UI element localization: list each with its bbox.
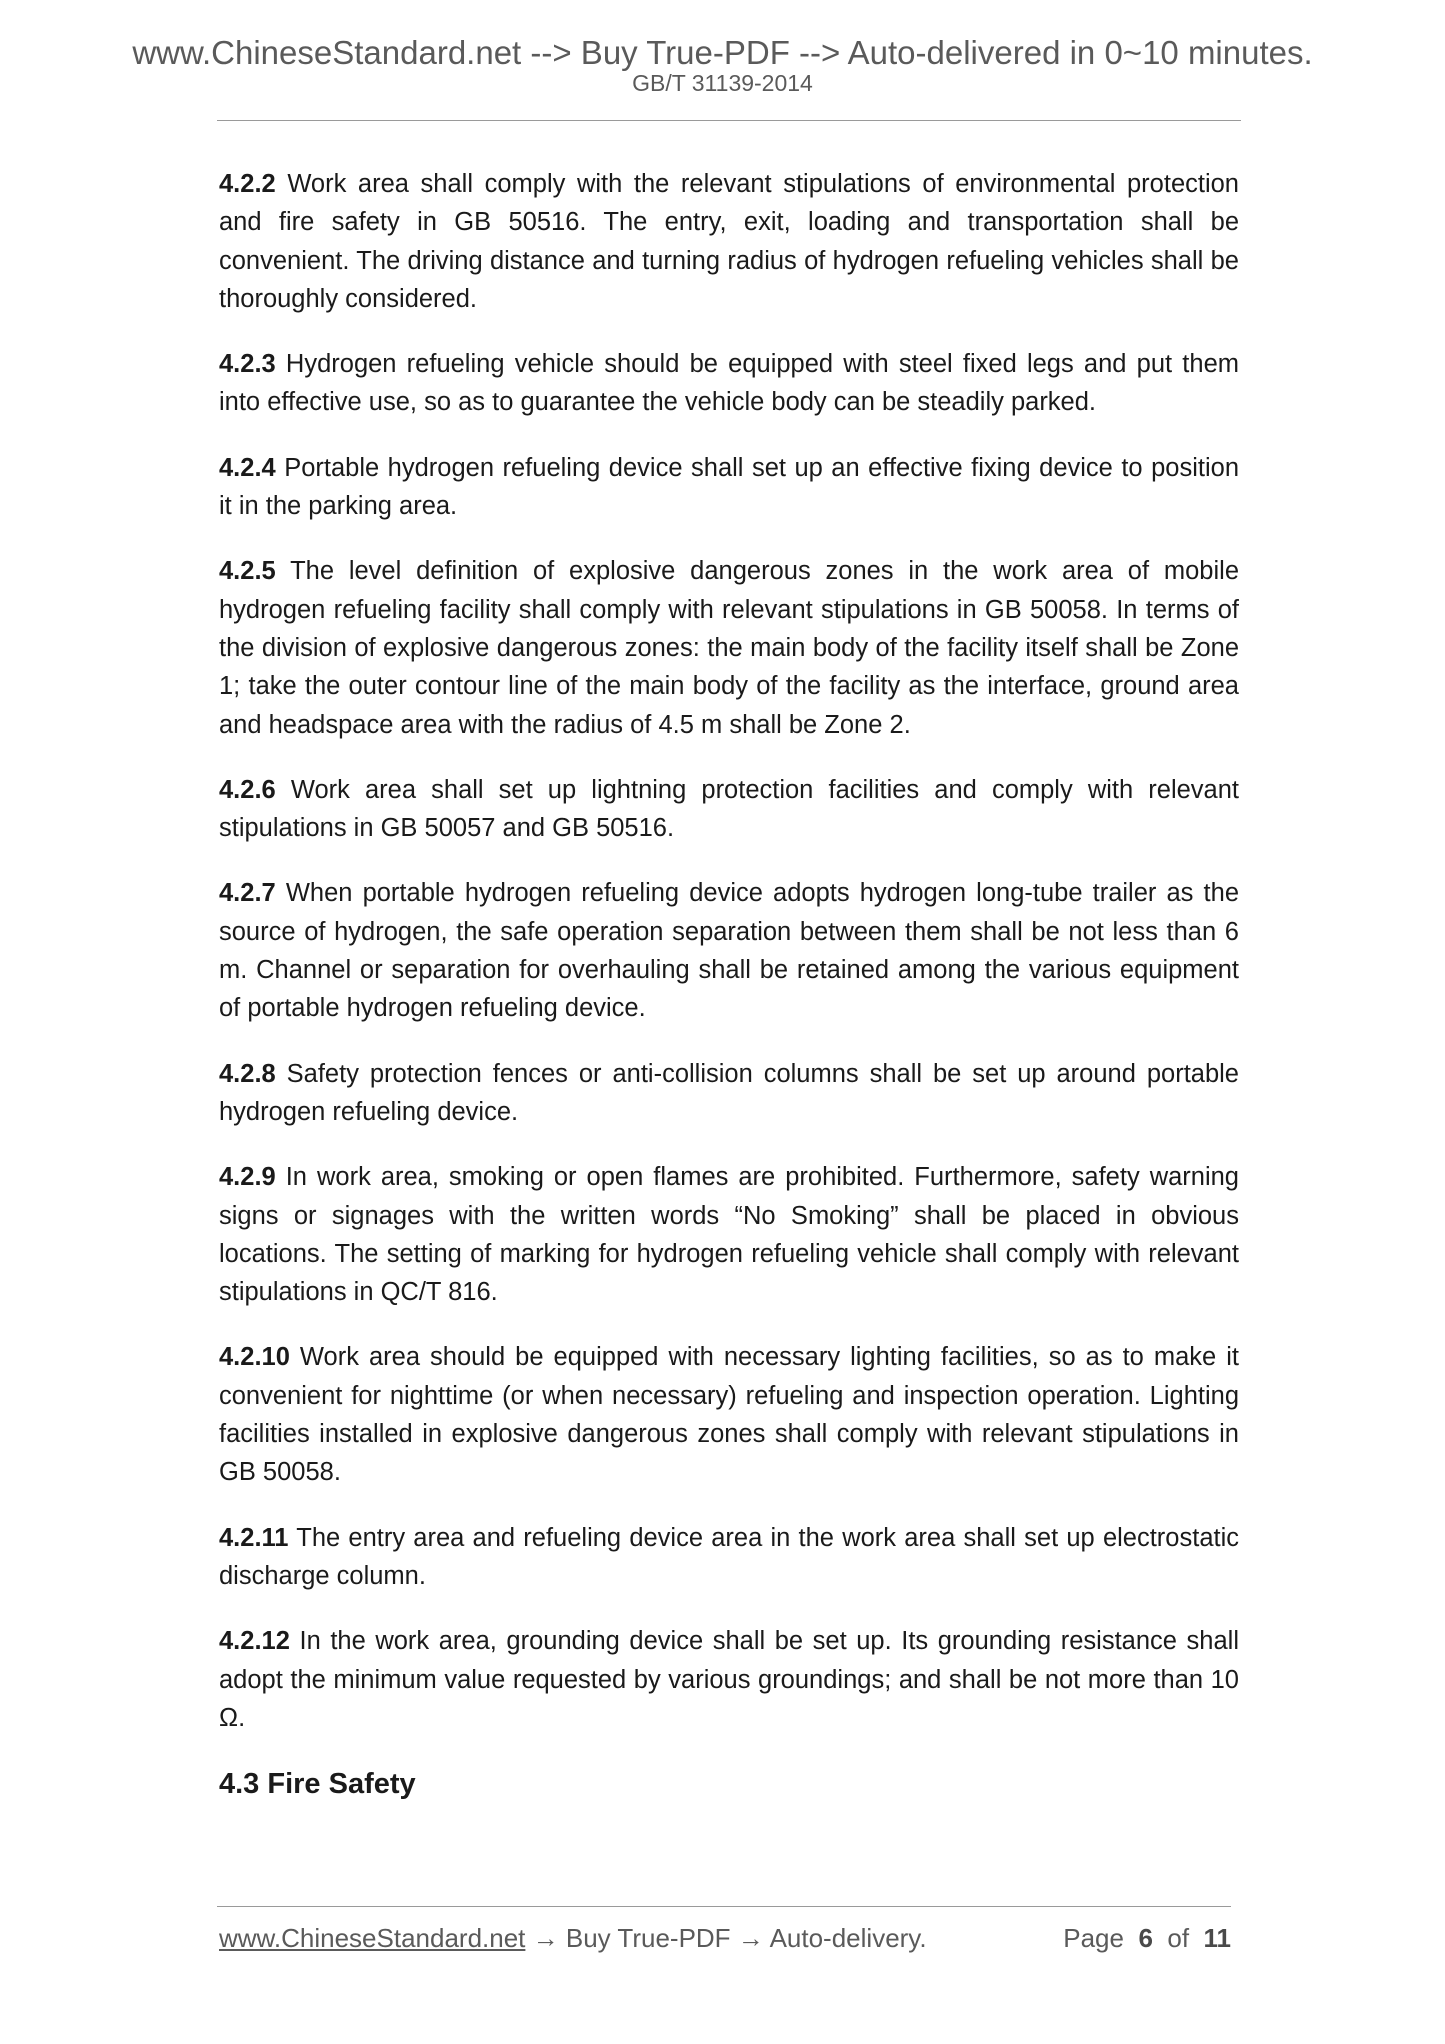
site-link[interactable]: www.ChineseStandard.net [219,1923,526,1953]
clause-4-2-7 [219,874,1239,1027]
clause-number: 4.2.10 [219,1343,290,1372]
clause-number: 4.2.9 [219,1163,276,1192]
clause-text: Hydrogen refueling vehicle should be equipped with steel fixed legs and put them into effective use, so as to guarantee the vehicle body can be steadily parked. [219,350,1239,417]
clause-number: 4.2.2 [219,170,276,198]
document-body [219,165,1239,1804]
clause-text: Work area shall comply with the relevant stipulations of environmental protection and fire safety in GB 50516. The entry, exit, loading and transportation shall be convenient. The driving distance and turning radius of hydrogen refueling vehicles shall be thoroughly considered. [219,170,1239,313]
section-heading: 4.3 Fire Safety [219,1768,416,1801]
total-pages: 11 [1203,1923,1231,1953]
clause-number: 4.2.6 [219,775,276,804]
clause-number: 4.2.11 [219,1523,289,1552]
clause-text: Safety protection fences or anti-collision columns shall be set up around portable hydrogen refueling device. [219,1059,1239,1126]
clause-4-2-8 [219,1055,1239,1132]
clause-number: 4.2.12 [219,1627,290,1656]
clause-4-2-6 [219,771,1239,848]
clause-number: 4.2.5 [219,557,276,586]
page-label: Page [1063,1923,1124,1953]
clause-text: Work area should be equipped with necessary lighting facilities, so as to make it convenient for nighttime (or when necessary) refueling and inspection operation. Lighting facilities installed in explosive dangerous zones shall comply with relevant stipulations in GB 50058. [219,1343,1239,1487]
clause-text: In work area, smoking or open flames are prohibited. Furthermore, safety warning signs or signages with the written words “No Smoking” shall be placed in obvious locations. The setting of marking for hydrogen refueling vehicle shall comply with relevant stipulations in QC/T 816. [219,1163,1239,1307]
page-of: of [1167,1923,1190,1953]
clause-4-2-10 [219,1338,1239,1491]
clause-4-2-2 [219,165,1239,318]
clause-text: In the work area, grounding device shall be set up. Its grounding resistance shall adopt the minimum value requested by various groundings; and shall be not more than 10 Ω. [219,1627,1239,1732]
header-divider [217,120,1241,121]
page-footer [219,1921,1231,1955]
clause-4-2-5 [219,552,1239,743]
clause-text: The entry area and refueling device area in the work area shall set up electrostatic discharge column. [219,1523,1240,1590]
clause-4-2-12 [219,1622,1239,1737]
clause-text: When portable hydrogen refueling device adopts hydrogen long-tube trailer as the source of hydrogen, the safe operation separation between them shall be not less than 6 m. Channel or separation for overhauling shall be retained among the various equipment of portable hydrogen refueling device. [219,879,1239,1023]
clause-text: The level definition of explosive dangerous zones in the work area of mobile hydrogen refueling facility shall comply with relevant stipulations in GB 50058. In terms of the division of explosive dangerous zones: the main body of the facility itself shall be Zone 1; take the outer contour line of the main body of the facility as the interface, ground area and headspace area with the radius of 4.5 m shall be Zone 2. [219,557,1240,739]
document-id: GB/T 31139-2014 [632,70,813,96]
page-indicator [1063,1921,1231,1955]
site-banner: www.ChineseStandard.net --> Buy True-PDF --> Auto-delivered in 0~10 minutes. [132,34,1313,71]
clause-4-2-11 [219,1519,1239,1596]
clause-4-2-3 [219,345,1239,422]
clause-text: Work area shall set up lightning protection facilities and comply with relevant stipulations in GB 50057 and GB 50516. [219,775,1239,843]
clause-number: 4.2.7 [219,879,276,908]
footer-tagline: → Buy True-PDF → Auto-delivery. [525,1923,927,1953]
clause-text: Portable hydrogen refueling device shall set up an effective fixing device to position it in the parking area. [219,453,1239,521]
clause-number: 4.2.3 [219,350,276,379]
clause-number: 4.2.4 [219,453,276,482]
clause-4-2-4 [219,449,1239,526]
current-page: 6 [1138,1923,1153,1953]
footer-divider [217,1906,1231,1907]
clause-4-2-9 [219,1158,1239,1311]
clause-number: 4.2.8 [219,1059,276,1088]
